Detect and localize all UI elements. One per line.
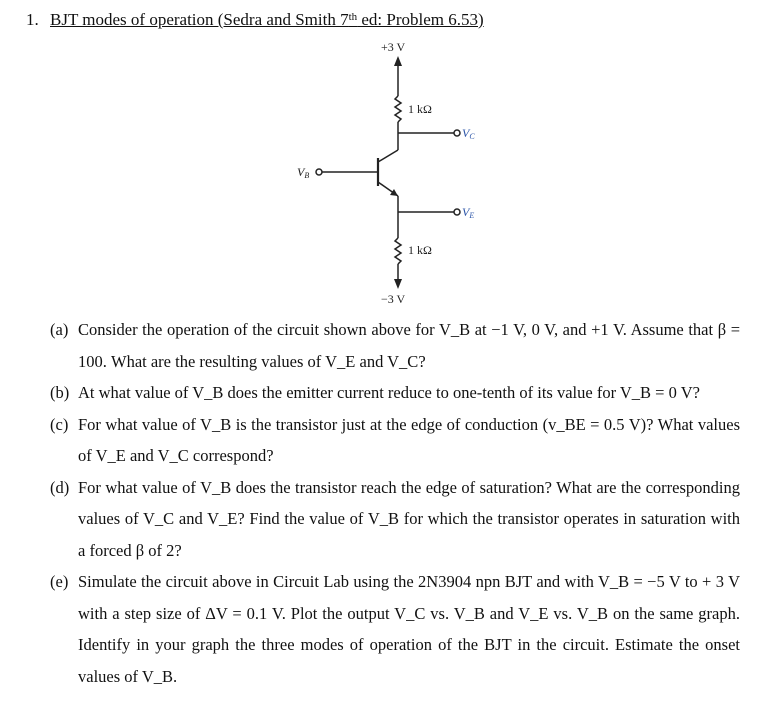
part-d bbox=[50, 472, 740, 567]
problem-parts bbox=[50, 314, 740, 692]
part-tag: (e) bbox=[50, 572, 69, 591]
part-c bbox=[50, 409, 740, 472]
bottom-supply-arrow bbox=[394, 279, 402, 289]
part-tag: (b) bbox=[50, 383, 70, 402]
part-e bbox=[50, 566, 740, 692]
part-a bbox=[50, 314, 740, 377]
resistor-top bbox=[395, 96, 401, 122]
vb-terminal bbox=[316, 169, 322, 175]
supply-bottom-label: −3 V bbox=[381, 292, 406, 306]
vc-label: VC bbox=[462, 126, 475, 141]
bjt-circuit-diagram bbox=[0, 0, 768, 312]
part-tag: (a) bbox=[50, 320, 69, 339]
collector-lead bbox=[378, 150, 398, 162]
part-tag: (c) bbox=[50, 414, 69, 434]
resistor-top-label: 1 kΩ bbox=[408, 102, 432, 116]
emitter-arrow bbox=[390, 189, 398, 196]
supply-top-label: +3 V bbox=[381, 40, 406, 54]
part-text: For what value of V_B is the transistor just at the edge of conduction (v_BE = 0.5 V)? What values of V_E and V_C correspond? bbox=[78, 414, 740, 465]
vc-terminal bbox=[454, 130, 460, 136]
part-text: For what value of V_B does the transistor reach the edge of saturation? What are the corresponding values of V_C and V_E? Find the value of V_B for which the transistor operates in saturation with a forced β of 2? bbox=[78, 477, 740, 560]
part-text: Consider the operation of the circuit shown above for V_B at −1 V, 0 V, and +1 V. Assume that β = 100. What are the resulting values of V_E and V_C? bbox=[78, 320, 740, 371]
part-text: Simulate the circuit above in Circuit Lab using the 2N3904 npn BJT and with V_B = −5 V to + 3 V with a step size of ΔV = 0.1 V. Plot the output V_C vs. V_B and V_E vs. V_B on the same graph. Identify in your graph the three modes of operation of the BJT in the circuit. Estimate the onset values of V_B. bbox=[78, 572, 740, 686]
part-tag: (d) bbox=[50, 477, 70, 497]
resistor-bottom bbox=[395, 238, 401, 264]
resistor-bottom-label: 1 kΩ bbox=[408, 243, 432, 257]
ve-terminal bbox=[454, 209, 460, 215]
top-supply-arrow bbox=[394, 56, 402, 66]
part-b bbox=[50, 377, 740, 409]
problem-number: 1. bbox=[26, 10, 39, 29]
part-text: At what value of V_B does the emitter current reduce to one-tenth of its value for V_B = 0 V? bbox=[78, 383, 700, 402]
ve-label: VE bbox=[462, 205, 475, 220]
vb-label: VB bbox=[297, 165, 310, 180]
problem-title: BJT modes of operation (Sedra and Smith 7th ed: Problem 6.53) bbox=[50, 10, 484, 29]
